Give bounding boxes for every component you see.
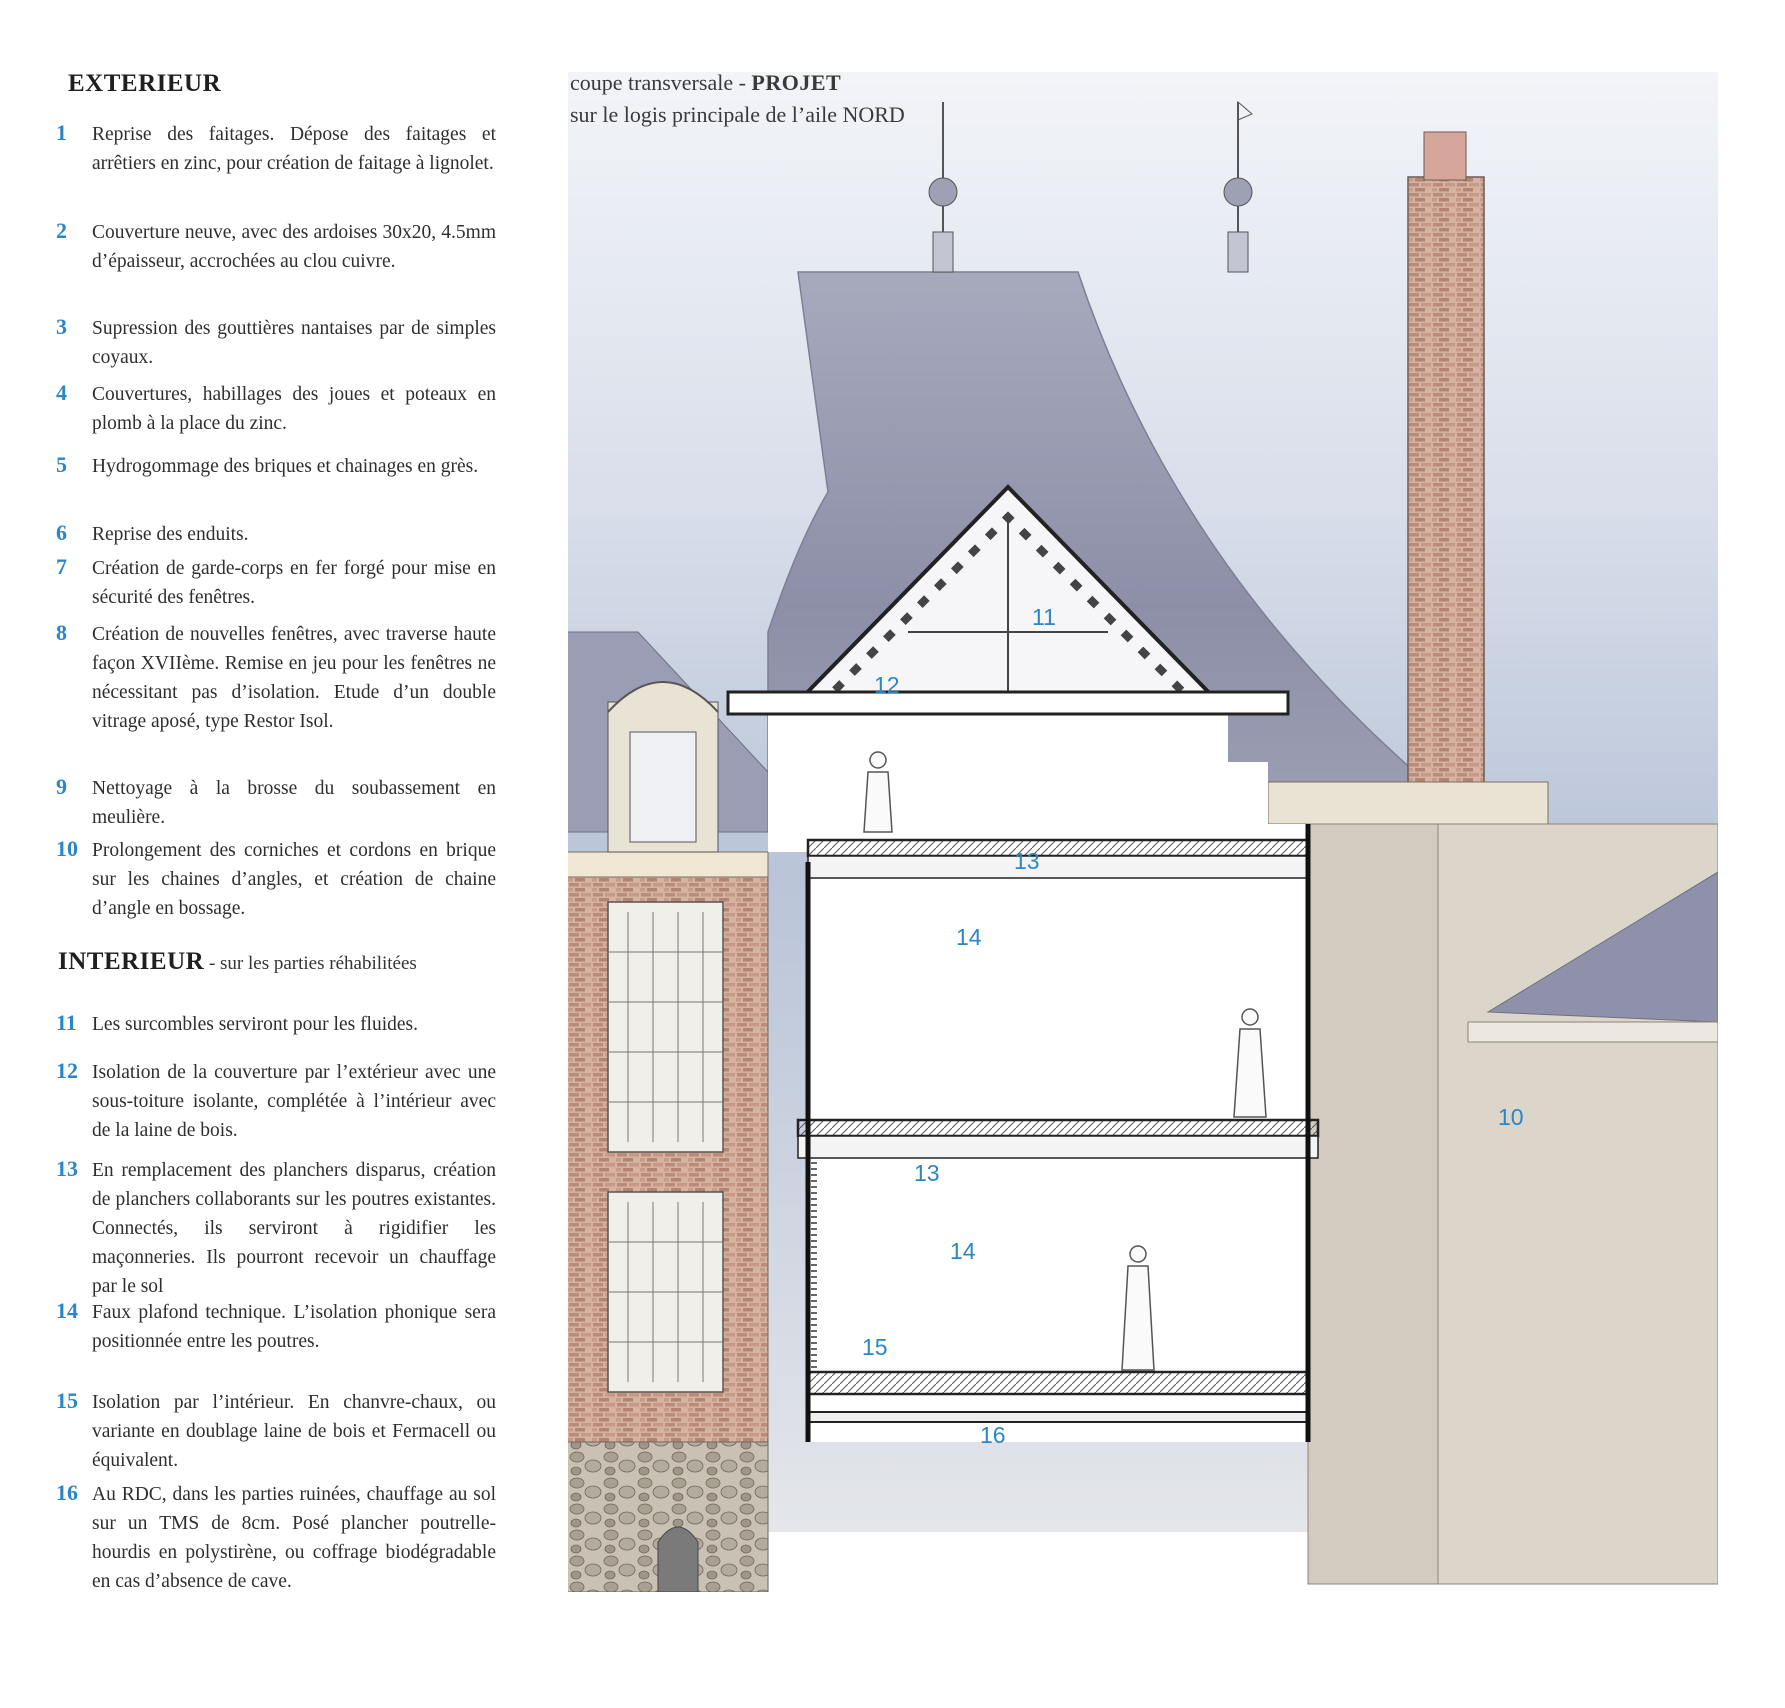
eaves-beam [728,692,1288,714]
interior-title [58,948,417,976]
ceiling-first [798,1136,1318,1158]
foundation-slab [808,1412,1308,1422]
ceiling-attic [808,856,1308,878]
right-far-cornice [1468,1022,1718,1042]
note-text: Création de nouvelles fenêtres, avec traverse haute façon XVIIème. Remise en jeu pour les fenêtres ne nécessitant pas d’isolation. Etude d’un double vitrage aposé, type Restor Isol. [92,624,496,732]
drawing-caption-title [570,70,841,96]
note-number: 10 [56,836,78,861]
finial-right-base [1228,232,1248,272]
window-upper [608,902,723,1152]
callout-15: 15 [862,1334,888,1360]
right-cornice [1268,782,1548,824]
note-text: Couvertures, habillages des joues et poteaux en plomb à la place du zinc. [92,384,496,434]
note-number: 1 [56,120,67,145]
note-text: Nettoyage à la brosse du soubassement en meulière. [92,778,496,828]
callout-11: 11 [1032,604,1056,630]
note-text: Prolongement des corniches et cordons en brique sur les chaines d’angles, et création de chaine d’angle en bossage. [92,840,496,919]
finial-left-base [933,232,953,272]
left-cornice [568,852,768,877]
note-number: 12 [56,1058,78,1083]
drawing-caption-subtitle: sur le logis principale de l’aile NORD [570,102,905,127]
note-number: 4 [56,380,67,405]
note-number: 15 [56,1388,78,1413]
caption-prefix: coupe transversale - [570,70,752,95]
note-text: Au RDC, dans les parties ruinées, chauffage au sol sur un TMS de 8cm. Posé plancher poutrelle-hourdis en polystirène, ou coffrage biodégradable en cas d’absence de cave. [92,1484,496,1592]
chimney [1408,177,1484,827]
cross-section-drawing [568,72,1718,1592]
note-number: 6 [56,520,67,545]
note-text: Reprise des enduits. [92,524,249,545]
caption-bold: PROJET [751,70,842,95]
right-corner-quoin [1308,824,1438,1584]
note-number: 5 [56,452,67,477]
note-number: 11 [56,1010,77,1035]
note-text: Hydrogommage des briques et chainages en grès. [92,456,479,477]
callout-10: 10 [1498,1104,1524,1130]
callout-13-first: 13 [914,1160,940,1186]
note-number: 14 [56,1298,78,1323]
dormer-window [630,732,696,842]
note-text: Les surcombles serviront pour les fluides. [92,1014,419,1035]
note-number: 13 [56,1156,78,1181]
note-number: 2 [56,218,67,243]
interior-subtitle: - sur les parties réhabilitées [204,953,417,974]
cellar-door [658,1527,698,1592]
note-text: Création de garde-corps en fer forgé pour mise en sécurité des fenêtres. [92,558,496,608]
chimney-pot [1424,132,1466,180]
floor-ground [808,1372,1308,1394]
section-interior [768,712,1308,1442]
note-text: Isolation de la couverture par l’extérieur avec une sous-toiture isolante, complétée à l’intérieur avec de la laine de bois. [92,1062,496,1141]
note-text: Faux plafond technique. L’isolation phonique sera positionnée entre les poutres. [92,1302,496,1352]
interior-title-text: INTERIEUR [58,948,205,975]
callout-12: 12 [874,672,900,698]
note-number: 8 [56,620,67,645]
note-text: Couverture neuve, avec des ardoises 30x20, 4.5mm d’épaisseur, accrochées au clou cuivre. [92,222,496,272]
note-text: Reprise des faitages. Dépose des faitages et arrêtiers en zinc, pour création de faitage à lignolet. [92,124,496,174]
floor-first [798,1120,1318,1136]
callout-13-attic: 13 [1014,848,1040,874]
note-number: 7 [56,554,67,579]
note-text: Isolation par l’intérieur. En chanvre-chaux, ou variante en doublage laine de bois et Fermacell ou équivalent. [92,1392,496,1471]
note-number: 3 [56,314,67,339]
exterior-title: EXTERIEUR [68,70,222,97]
callout-14-first: 14 [950,1238,976,1264]
finial-left-ball [929,178,957,206]
note-number: 9 [56,774,67,799]
floor-attic [808,840,1308,856]
note-text: En remplacement des planchers disparus, création de planchers collaborants sur les poutres existantes. Connectés, ils serviront à rigidifier les maçonneries. Ils pourront recevoir un chauffage par le sol [92,1160,496,1297]
callout-16: 16 [980,1422,1006,1448]
note-number: 16 [56,1480,78,1505]
callout-14-attic: 14 [956,924,982,950]
finial-right-ball [1224,178,1252,206]
note-text: Supression des gouttières nantaises par de simples coyaux. [92,318,496,368]
cross-section-svg [568,72,1718,1592]
